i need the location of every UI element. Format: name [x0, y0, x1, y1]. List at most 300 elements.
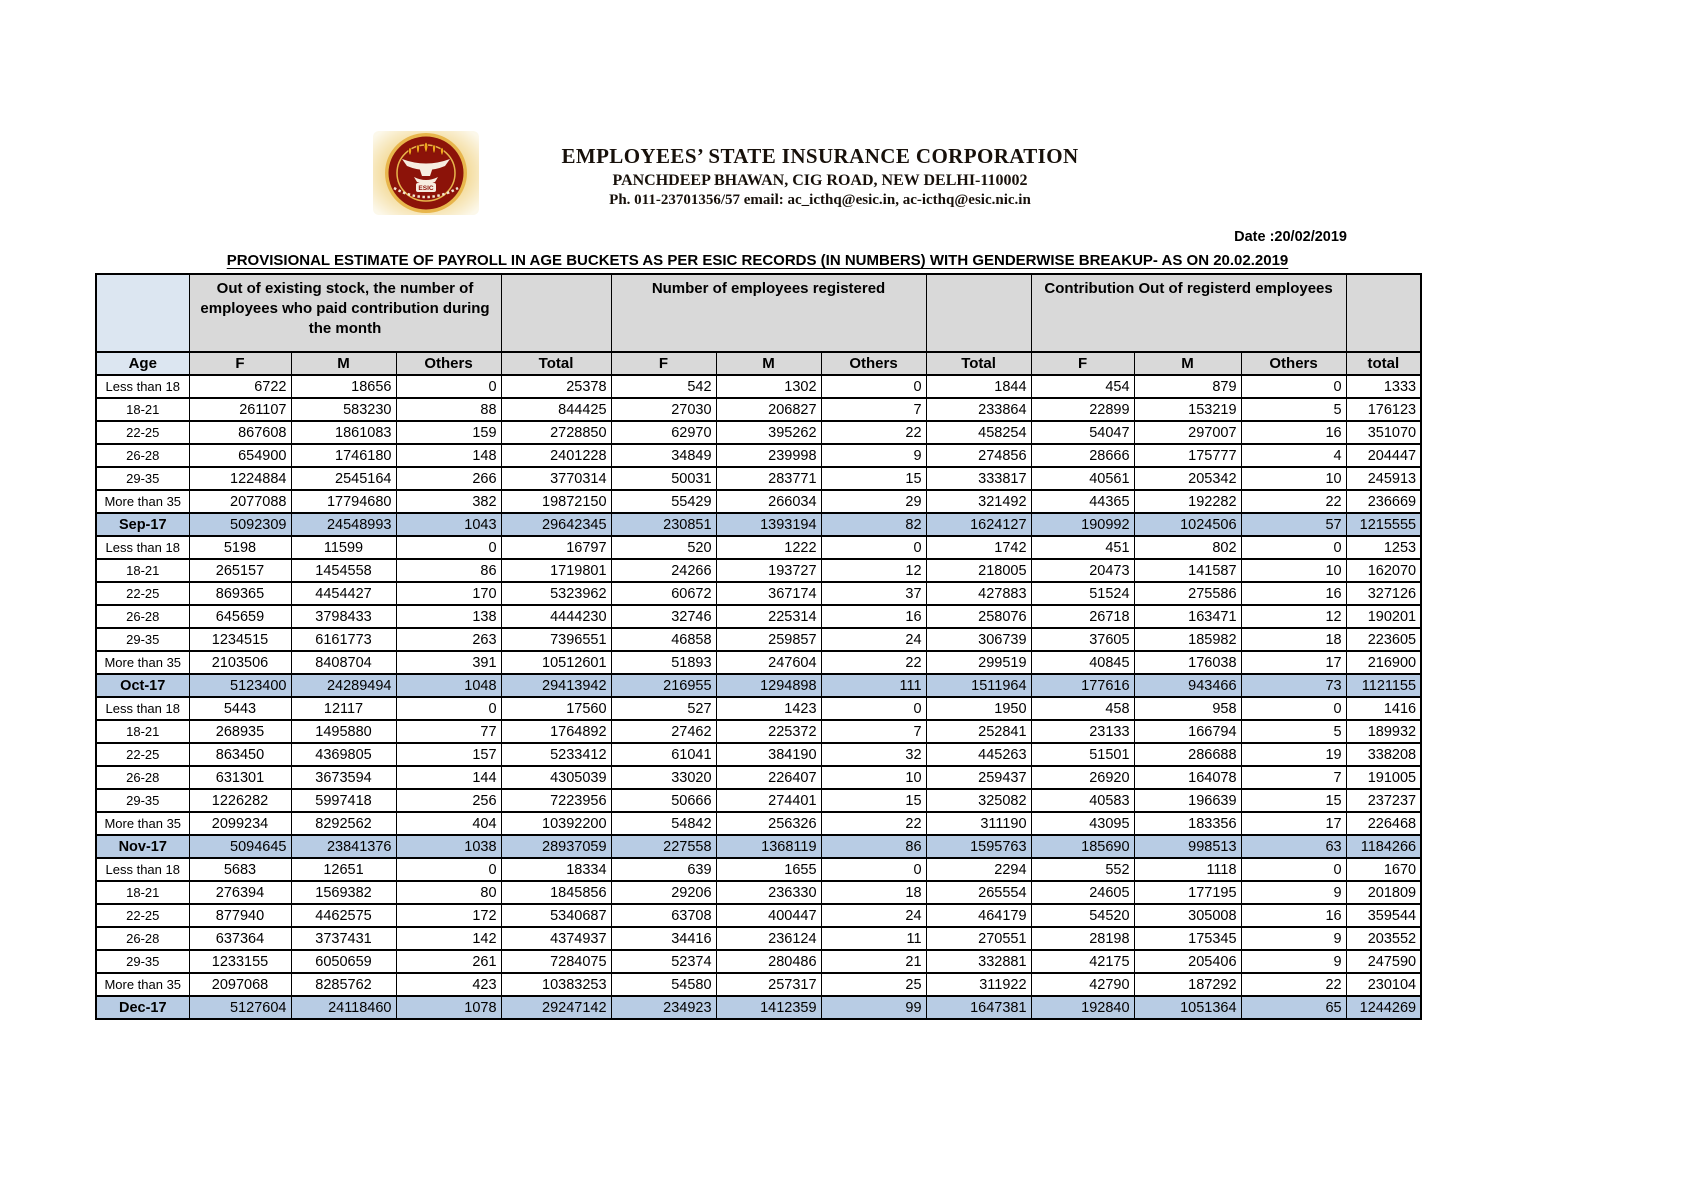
value-cell: 34416	[611, 927, 716, 950]
summary-value-cell: 1368119	[716, 835, 821, 858]
age-cell: 18-21	[96, 398, 189, 421]
value-cell: 21	[821, 950, 926, 973]
column-header: M	[291, 352, 396, 375]
value-cell: 9	[821, 444, 926, 467]
value-cell: 190201	[1346, 605, 1421, 628]
value-cell: 451	[1031, 536, 1134, 559]
value-cell: 5	[1241, 398, 1346, 421]
value-cell: 464179	[926, 904, 1031, 927]
value-cell: 305008	[1134, 904, 1241, 927]
summary-value-cell: 1294898	[716, 674, 821, 697]
summary-value-cell: 23841376	[291, 835, 396, 858]
value-cell: 879	[1134, 375, 1241, 398]
value-cell: 216900	[1346, 651, 1421, 674]
spacer-cell	[1346, 274, 1421, 352]
value-cell: 175777	[1134, 444, 1241, 467]
column-header: M	[1134, 352, 1241, 375]
age-cell: Less than 18	[96, 375, 189, 398]
column-header: F	[189, 352, 291, 375]
value-cell: 391	[396, 651, 501, 674]
value-cell: 1670	[1346, 858, 1421, 881]
value-cell: 44365	[1031, 490, 1134, 513]
age-data-row	[96, 559, 1421, 582]
value-cell: 867608	[189, 421, 291, 444]
value-cell: 0	[821, 858, 926, 881]
value-cell: 191005	[1346, 766, 1421, 789]
summary-value-cell: 1244269	[1346, 996, 1421, 1019]
value-cell: 12651	[291, 858, 396, 881]
value-cell: 11	[821, 927, 926, 950]
value-cell: 458	[1031, 697, 1134, 720]
value-cell: 325082	[926, 789, 1031, 812]
value-cell: 1224884	[189, 467, 291, 490]
logo-esic-text: ESIC	[418, 185, 434, 192]
summary-value-cell: 29413942	[501, 674, 611, 697]
age-cell: 26-28	[96, 927, 189, 950]
value-cell: 4462575	[291, 904, 396, 927]
value-cell: 33020	[611, 766, 716, 789]
value-cell: 2294	[926, 858, 1031, 881]
value-cell: 4	[1241, 444, 1346, 467]
value-cell: 6161773	[291, 628, 396, 651]
value-cell: 527	[611, 697, 716, 720]
value-cell: 844425	[501, 398, 611, 421]
corner-cell	[96, 274, 189, 352]
value-cell: 245913	[1346, 467, 1421, 490]
value-cell: 2077088	[189, 490, 291, 513]
value-cell: 18334	[501, 858, 611, 881]
value-cell: 458254	[926, 421, 1031, 444]
value-cell: 40561	[1031, 467, 1134, 490]
age-cell: 29-35	[96, 950, 189, 973]
value-cell: 50666	[611, 789, 716, 812]
summary-value-cell: 177616	[1031, 674, 1134, 697]
summary-value-cell: 73	[1241, 674, 1346, 697]
column-header: F	[611, 352, 716, 375]
value-cell: 270551	[926, 927, 1031, 950]
value-cell: 170	[396, 582, 501, 605]
value-cell: 1569382	[291, 881, 396, 904]
value-cell: 351070	[1346, 421, 1421, 444]
value-cell: 196639	[1134, 789, 1241, 812]
value-cell: 55429	[611, 490, 716, 513]
value-cell: 51893	[611, 651, 716, 674]
value-cell: 266	[396, 467, 501, 490]
value-cell: 1416	[1346, 697, 1421, 720]
value-cell: 205342	[1134, 467, 1241, 490]
value-cell: 1226282	[189, 789, 291, 812]
value-cell: 265554	[926, 881, 1031, 904]
value-cell: 280486	[716, 950, 821, 973]
value-cell: 2545164	[291, 467, 396, 490]
value-cell: 263	[396, 628, 501, 651]
value-cell: 24266	[611, 559, 716, 582]
value-cell: 5198	[189, 536, 291, 559]
value-cell: 77	[396, 720, 501, 743]
value-cell: 5	[1241, 720, 1346, 743]
org-block	[500, 144, 1140, 209]
value-cell: 54580	[611, 973, 716, 996]
value-cell: 7284075	[501, 950, 611, 973]
summary-value-cell: 57	[1241, 513, 1346, 536]
value-cell: 583230	[291, 398, 396, 421]
value-cell: 239998	[716, 444, 821, 467]
value-cell: 20473	[1031, 559, 1134, 582]
value-cell: 321492	[926, 490, 1031, 513]
value-cell: 28666	[1031, 444, 1134, 467]
value-cell: 274856	[926, 444, 1031, 467]
value-cell: 311922	[926, 973, 1031, 996]
column-header: total	[1346, 352, 1421, 375]
value-cell: 50031	[611, 467, 716, 490]
value-cell: 10	[1241, 559, 1346, 582]
value-cell: 159	[396, 421, 501, 444]
value-cell: 252841	[926, 720, 1031, 743]
column-header: Others	[396, 352, 501, 375]
value-cell: 26718	[1031, 605, 1134, 628]
summary-value-cell: 1624127	[926, 513, 1031, 536]
value-cell: 0	[821, 536, 926, 559]
value-cell: 10	[821, 766, 926, 789]
summary-value-cell: 5123400	[189, 674, 291, 697]
summary-value-cell: 234923	[611, 996, 716, 1019]
value-cell: 54047	[1031, 421, 1134, 444]
value-cell: 23133	[1031, 720, 1134, 743]
value-cell: 236669	[1346, 490, 1421, 513]
value-cell: 40583	[1031, 789, 1134, 812]
value-cell: 16	[1241, 421, 1346, 444]
age-cell: 18-21	[96, 720, 189, 743]
month-cell: Oct-17	[96, 674, 189, 697]
value-cell: 9	[1241, 881, 1346, 904]
age-data-row	[96, 490, 1421, 513]
value-cell: 237237	[1346, 789, 1421, 812]
value-cell: 26920	[1031, 766, 1134, 789]
value-cell: 0	[1241, 858, 1346, 881]
value-cell: 4369805	[291, 743, 396, 766]
value-cell: 88	[396, 398, 501, 421]
age-data-row	[96, 398, 1421, 421]
value-cell: 2401228	[501, 444, 611, 467]
value-cell: 338208	[1346, 743, 1421, 766]
value-cell: 286688	[1134, 743, 1241, 766]
age-data-row	[96, 812, 1421, 835]
payroll-table	[95, 273, 1422, 1020]
value-cell: 0	[1241, 375, 1346, 398]
age-cell: 18-21	[96, 881, 189, 904]
value-cell: 189932	[1346, 720, 1421, 743]
value-cell: 233864	[926, 398, 1031, 421]
value-cell: 42790	[1031, 973, 1134, 996]
column-header: Total	[926, 352, 1031, 375]
value-cell: 7	[821, 720, 926, 743]
summary-value-cell: 5127604	[189, 996, 291, 1019]
summary-value-cell: 82	[821, 513, 926, 536]
value-cell: 257317	[716, 973, 821, 996]
age-cell: More than 35	[96, 812, 189, 835]
value-cell: 3673594	[291, 766, 396, 789]
month-summary-row	[96, 996, 1421, 1019]
value-cell: 176123	[1346, 398, 1421, 421]
value-cell: 283771	[716, 467, 821, 490]
value-cell: 8285762	[291, 973, 396, 996]
value-cell: 0	[1241, 536, 1346, 559]
age-cell: More than 35	[96, 973, 189, 996]
value-cell: 19872150	[501, 490, 611, 513]
spacer-cell	[926, 274, 1031, 352]
summary-value-cell: 24118460	[291, 996, 396, 1019]
value-cell: 256	[396, 789, 501, 812]
value-cell: 62970	[611, 421, 716, 444]
summary-value-cell: 1647381	[926, 996, 1031, 1019]
group-header-contribution-registered: Contribution Out of registerd employees	[1031, 274, 1346, 352]
month-summary-row	[96, 835, 1421, 858]
group-header-contribution-paid: Out of existing stock, the number of employees who paid contribution during the month	[189, 274, 501, 352]
age-cell: 29-35	[96, 789, 189, 812]
value-cell: 37	[821, 582, 926, 605]
value-cell: 404	[396, 812, 501, 835]
value-cell: 17	[1241, 812, 1346, 835]
value-cell: 0	[396, 858, 501, 881]
value-cell: 5683	[189, 858, 291, 881]
value-cell: 7223956	[501, 789, 611, 812]
org-contact: Ph. 011-23701356/57 email: ac_icthq@esic.in, ac-icthq@esic.nic.in	[609, 192, 1031, 208]
value-cell: 276394	[189, 881, 291, 904]
value-cell: 166794	[1134, 720, 1241, 743]
summary-value-cell: 1121155	[1346, 674, 1421, 697]
value-cell: 63708	[611, 904, 716, 927]
value-cell: 15	[821, 789, 926, 812]
value-cell: 0	[396, 536, 501, 559]
value-cell: 266034	[716, 490, 821, 513]
value-cell: 10392200	[501, 812, 611, 835]
age-data-row	[96, 973, 1421, 996]
value-cell: 1719801	[501, 559, 611, 582]
age-cell: 29-35	[96, 628, 189, 651]
value-cell: 6722	[189, 375, 291, 398]
value-cell: 204447	[1346, 444, 1421, 467]
value-cell: 42175	[1031, 950, 1134, 973]
table-body	[96, 375, 1421, 1019]
value-cell: 1253	[1346, 536, 1421, 559]
column-header: Others	[1241, 352, 1346, 375]
age-cell: Less than 18	[96, 697, 189, 720]
value-cell: 265157	[189, 559, 291, 582]
value-cell: 400447	[716, 904, 821, 927]
age-cell: 26-28	[96, 766, 189, 789]
value-cell: 1423	[716, 697, 821, 720]
value-cell: 205406	[1134, 950, 1241, 973]
value-cell: 22	[821, 651, 926, 674]
age-cell: 22-25	[96, 582, 189, 605]
value-cell: 7396551	[501, 628, 611, 651]
value-cell: 1222	[716, 536, 821, 559]
value-cell: 2097068	[189, 973, 291, 996]
value-cell: 192282	[1134, 490, 1241, 513]
value-cell: 162070	[1346, 559, 1421, 582]
value-cell: 18	[1241, 628, 1346, 651]
value-cell: 24605	[1031, 881, 1134, 904]
summary-value-cell: 5094645	[189, 835, 291, 858]
summary-value-cell: 185690	[1031, 835, 1134, 858]
value-cell: 9	[1241, 950, 1346, 973]
summary-value-cell: 1043	[396, 513, 501, 536]
value-cell: 18	[821, 881, 926, 904]
age-cell: 18-21	[96, 559, 189, 582]
value-cell: 1845856	[501, 881, 611, 904]
value-cell: 274401	[716, 789, 821, 812]
value-cell: 37605	[1031, 628, 1134, 651]
summary-value-cell: 1215555	[1346, 513, 1421, 536]
value-cell: 311190	[926, 812, 1031, 835]
value-cell: 218005	[926, 559, 1031, 582]
summary-value-cell: 943466	[1134, 674, 1241, 697]
value-cell: 1655	[716, 858, 821, 881]
org-address: PANCHDEEP BHAWAN, CIG ROAD, NEW DELHI-110002	[612, 172, 1028, 189]
esic-logo	[372, 130, 480, 216]
value-cell: 4454427	[291, 582, 396, 605]
value-cell: 297007	[1134, 421, 1241, 444]
value-cell: 177195	[1134, 881, 1241, 904]
value-cell: 259437	[926, 766, 1031, 789]
value-cell: 5323962	[501, 582, 611, 605]
age-data-row	[96, 950, 1421, 973]
value-cell: 7	[1241, 766, 1346, 789]
age-data-row	[96, 697, 1421, 720]
value-cell: 0	[821, 375, 926, 398]
value-cell: 15	[1241, 789, 1346, 812]
value-cell: 261	[396, 950, 501, 973]
value-cell: 639	[611, 858, 716, 881]
summary-value-cell: 230851	[611, 513, 716, 536]
age-cell: Less than 18	[96, 536, 189, 559]
value-cell: 247590	[1346, 950, 1421, 973]
value-cell: 54520	[1031, 904, 1134, 927]
value-cell: 11599	[291, 536, 396, 559]
value-cell: 5997418	[291, 789, 396, 812]
value-cell: 631301	[189, 766, 291, 789]
value-cell: 1742	[926, 536, 1031, 559]
value-cell: 1950	[926, 697, 1031, 720]
value-cell: 9	[1241, 927, 1346, 950]
value-cell: 138	[396, 605, 501, 628]
summary-value-cell: 24289494	[291, 674, 396, 697]
age-data-row	[96, 536, 1421, 559]
value-cell: 256326	[716, 812, 821, 835]
age-cell: 22-25	[96, 421, 189, 444]
month-cell: Nov-17	[96, 835, 189, 858]
value-cell: 10	[1241, 467, 1346, 490]
summary-value-cell: 111	[821, 674, 926, 697]
value-cell: 226407	[716, 766, 821, 789]
summary-value-cell: 29642345	[501, 513, 611, 536]
value-cell: 332881	[926, 950, 1031, 973]
report-title: PROVISIONAL ESTIMATE OF PAYROLL IN AGE BUCKETS AS PER ESIC RECORDS (IN NUMBERS) WITH GENDERWISE BREAKUP- AS ON 20.02.2019	[226, 252, 1289, 269]
value-cell: 1454558	[291, 559, 396, 582]
value-cell: 203552	[1346, 927, 1421, 950]
age-cell: More than 35	[96, 651, 189, 674]
value-cell: 3770314	[501, 467, 611, 490]
age-data-row	[96, 881, 1421, 904]
value-cell: 1844	[926, 375, 1031, 398]
value-cell: 261107	[189, 398, 291, 421]
value-cell: 43095	[1031, 812, 1134, 835]
value-cell: 359544	[1346, 904, 1421, 927]
value-cell: 0	[396, 375, 501, 398]
value-cell: 1764892	[501, 720, 611, 743]
age-cell: 26-28	[96, 605, 189, 628]
value-cell: 384190	[716, 743, 821, 766]
value-cell: 225372	[716, 720, 821, 743]
value-cell: 869365	[189, 582, 291, 605]
value-cell: 2728850	[501, 421, 611, 444]
summary-value-cell: 1412359	[716, 996, 821, 1019]
value-cell: 225314	[716, 605, 821, 628]
value-cell: 12	[1241, 605, 1346, 628]
value-cell: 0	[396, 697, 501, 720]
value-cell: 153219	[1134, 398, 1241, 421]
value-cell: 175345	[1134, 927, 1241, 950]
age-data-row	[96, 421, 1421, 444]
summary-value-cell: 86	[821, 835, 926, 858]
age-data-row	[96, 858, 1421, 881]
value-cell: 80	[396, 881, 501, 904]
summary-value-cell: 29247142	[501, 996, 611, 1019]
value-cell: 22	[821, 421, 926, 444]
value-cell: 259857	[716, 628, 821, 651]
column-header: Others	[821, 352, 926, 375]
value-cell: 141587	[1134, 559, 1241, 582]
value-cell: 12117	[291, 697, 396, 720]
value-cell: 16	[1241, 904, 1346, 927]
value-cell: 306739	[926, 628, 1031, 651]
summary-value-cell: 190992	[1031, 513, 1134, 536]
value-cell: 395262	[716, 421, 821, 444]
value-cell: 185982	[1134, 628, 1241, 651]
summary-value-cell: 24548993	[291, 513, 396, 536]
column-header-row	[96, 352, 1421, 375]
value-cell: 1861083	[291, 421, 396, 444]
column-header: Total	[501, 352, 611, 375]
value-cell: 51501	[1031, 743, 1134, 766]
value-cell: 6050659	[291, 950, 396, 973]
value-cell: 61041	[611, 743, 716, 766]
value-cell: 15	[821, 467, 926, 490]
value-cell: 236330	[716, 881, 821, 904]
summary-value-cell: 998513	[1134, 835, 1241, 858]
value-cell: 144	[396, 766, 501, 789]
age-cell: More than 35	[96, 490, 189, 513]
value-cell: 5233412	[501, 743, 611, 766]
value-cell: 645659	[189, 605, 291, 628]
summary-value-cell: 216955	[611, 674, 716, 697]
summary-value-cell: 28937059	[501, 835, 611, 858]
value-cell: 29	[821, 490, 926, 513]
month-cell: Dec-17	[96, 996, 189, 1019]
value-cell: 52374	[611, 950, 716, 973]
value-cell: 60672	[611, 582, 716, 605]
value-cell: 86	[396, 559, 501, 582]
value-cell: 445263	[926, 743, 1031, 766]
value-cell: 1333	[1346, 375, 1421, 398]
value-cell: 427883	[926, 582, 1031, 605]
value-cell: 236124	[716, 927, 821, 950]
month-summary-row	[96, 513, 1421, 536]
value-cell: 22	[821, 812, 926, 835]
value-cell: 27462	[611, 720, 716, 743]
value-cell: 25378	[501, 375, 611, 398]
value-cell: 5340687	[501, 904, 611, 927]
